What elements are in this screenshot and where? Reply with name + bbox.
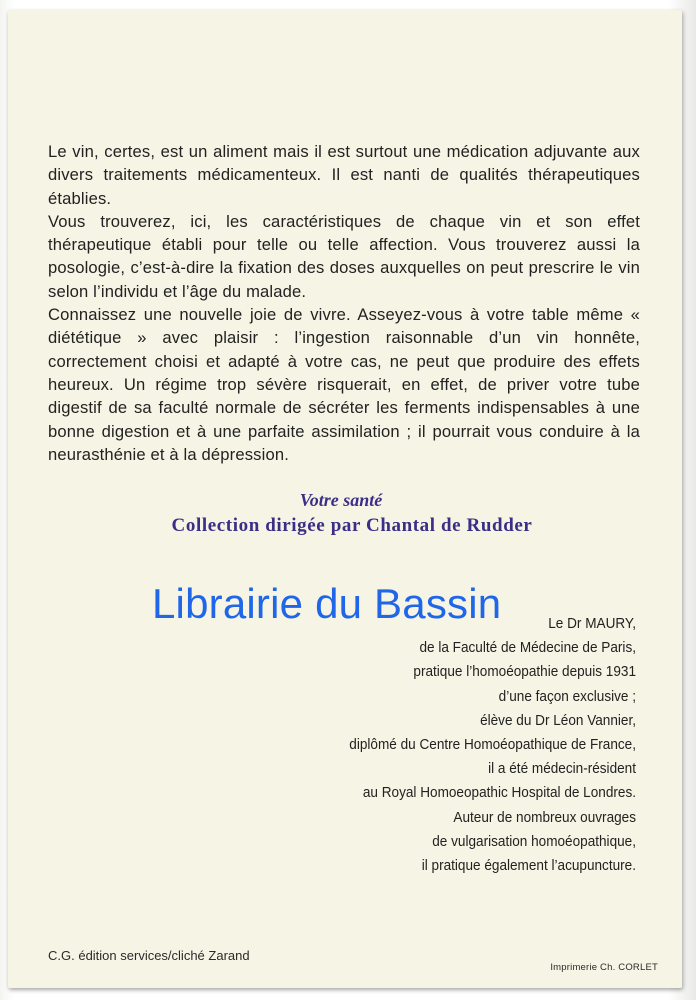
author-bio-line: Le Dr MAURY, — [548, 616, 636, 632]
printer-credit: Imprimerie Ch. CORLET — [550, 962, 658, 973]
collection-block — [0, 488, 696, 540]
author-bio-line: au Royal Homoeopathic Hospital de Londres. — [362, 785, 636, 802]
author-bio-line: d’une façon exclusive ; — [498, 688, 636, 705]
author-bio-line: de vulgarisation homoéopathique, — [432, 833, 636, 850]
blurb-paragraph-3: Connaissez une nouvelle joie de vivre. Asseyez-vous à votre table même « diététique » avec plaisir : l’ingestion raisonnable d’un vin honnête, correctement choisi et adapté à votre cas, ne peut que produire des effets heureux. Un régime trop sévère risquerait, en effet, de priver votre tube digestif de sa faculté normale de sécréter les ferments indispensables à une bonne digestion et à une parfaite assimilation ; il pourrait vous conduire à la neurasthénie et à la dépression. — [48, 305, 640, 464]
photo-credit: C.G. édition services/cliché Zarand — [48, 948, 250, 963]
author-bio-line: pratique l’homoéopathie depuis 1931 — [413, 664, 636, 681]
blurb-paragraph-2: Vous trouverez, ici, les caractéristiques de chaque vin et son effet thérapeutique établi pour telle ou telle affection. Vous trouverez aussi la posologie, c’est-à-dire la fixation des doses auxquelles on peut prescrire le vin selon l’individu et l’âge du malade. — [48, 211, 640, 301]
series-title: Votre santé — [299, 490, 383, 510]
author-bio-line: de la Faculté de Médecine de Paris, — [419, 640, 636, 657]
author-bio-line: il pratique également l’acupuncture. — [421, 858, 636, 875]
watermark: Librairie du Bassin — [152, 580, 502, 627]
author-bio-line: il a été médecin-résident — [488, 761, 636, 778]
collection-director: Collection dirigée par Chantal de Rudder — [171, 515, 533, 536]
author-bio — [245, 612, 636, 878]
blurb-paragraph-1: Le vin, certes, est un aliment mais il est surtout une médication adjuvante aux divers traitements médicamenteux. Il est nanti de qualités thérapeutiques établies. — [48, 142, 640, 208]
author-bio-line: élève du Dr Léon Vannier, — [480, 712, 636, 729]
author-bio-line: diplômé du Centre Homoéopathique de France, — [349, 737, 636, 754]
blurb-text — [48, 140, 640, 466]
author-bio-line: Auteur de nombreux ouvrages — [453, 809, 636, 826]
